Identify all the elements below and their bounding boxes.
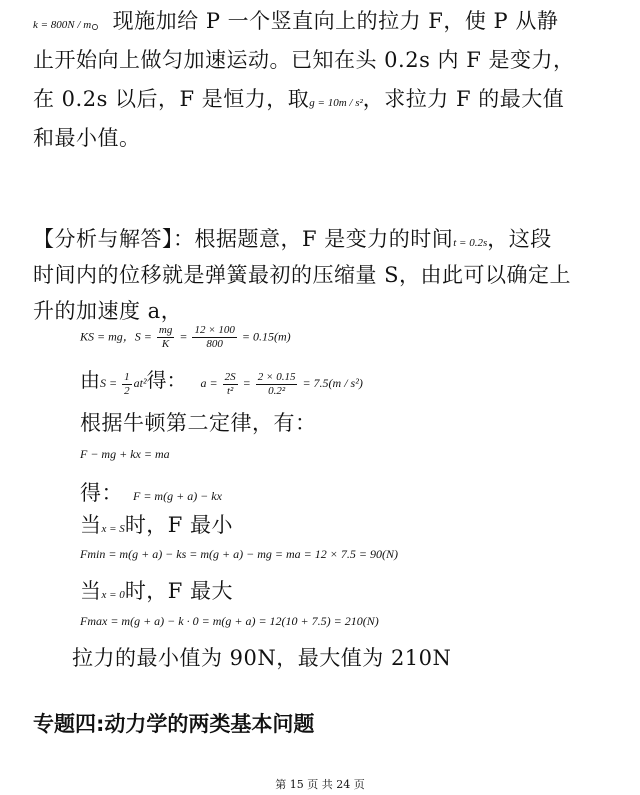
max-condition-line xyxy=(80,578,233,608)
problem-text-3a: 在 0.2s 以后，F 是恒力，取 xyxy=(33,87,310,111)
section-heading: 专题四:动力学的两类基本问题 xyxy=(33,712,315,736)
solution-text-1b: ，这段 xyxy=(487,227,552,251)
eq2-mid: 得： xyxy=(146,368,187,392)
eq2-s-lhs: S = xyxy=(100,376,121,390)
min-condition: x = S xyxy=(101,523,125,535)
eq2-half-fraction: $\frac{1}{2}$ xyxy=(124,370,130,397)
eq1-lhs: KS = mg，S = xyxy=(80,329,155,344)
eq2-prefix: 由 xyxy=(80,368,100,392)
eq1-equals: = xyxy=(176,329,191,344)
problem-line-3 xyxy=(33,86,564,116)
gravity-formula: g = 10m / s² xyxy=(309,97,363,109)
solution-text-1a: 【分析与解答】：根据题意，F 是变力的时间 xyxy=(33,227,454,251)
min-prefix: 当 xyxy=(80,513,102,537)
eq1-fraction-2: $\frac{12 \times 100}{800}$ xyxy=(194,324,235,350)
conclusion-line: 拉力的最小值为 90N，最大值为 210N xyxy=(72,646,452,670)
eq2-a-lhs: a = xyxy=(200,376,221,390)
solution-line-1 xyxy=(33,226,552,256)
equation-displacement xyxy=(80,324,291,351)
eq2-fraction-2: $\frac{2 \times 0.15}{\text{0.2²}}$ xyxy=(257,370,296,397)
eq2-equals: = xyxy=(239,376,254,390)
min-suffix: 时，F 最小 xyxy=(124,513,234,537)
problem-text-3b: ，求拉力 F 的最大值 xyxy=(362,87,565,111)
equation-acceleration xyxy=(80,364,363,398)
eq2-fraction-1: $\frac{2S}{\text{t²}}$ xyxy=(224,370,236,397)
equation-newton: F − mg + kx = ma xyxy=(80,447,170,461)
min-condition-line xyxy=(80,512,233,542)
problem-line-1 xyxy=(33,8,558,38)
eq2-s-tail: at² xyxy=(133,376,147,390)
spring-constant-formula: k = 800N / m xyxy=(33,19,92,31)
problem-text-1: 。现施加给 P 一个竖直向上的拉力 F，使 P 从静 xyxy=(91,9,559,33)
page-footer: 第 15 页 共 24 页 xyxy=(275,778,365,791)
equation-fmax: Fmax = m(g + a) − k · 0 = m(g + a) = 12(10 + 7.5) = 210(N) xyxy=(80,614,379,628)
problem-line-2: 止开始向上做匀加速运动。已知在头 0.2s 内 F 是变力， xyxy=(33,48,575,72)
max-condition: x = 0 xyxy=(101,589,125,601)
time-formula: t = 0.2s xyxy=(453,237,488,249)
max-prefix: 当 xyxy=(80,579,102,603)
problem-line-4: 和最小值。 xyxy=(33,126,141,150)
eq1-result: = 0.15(m) xyxy=(238,329,291,344)
eq1-fraction-1: $\frac{mg}{K}$ xyxy=(158,324,173,350)
eq4-prefix: 得： xyxy=(80,481,123,505)
eq2-result: = 7.5(m / s²) xyxy=(299,376,363,390)
max-suffix: 时，F 最大 xyxy=(124,579,234,603)
solution-line-2: 时间内的位移就是弹簧最初的压缩量 S，由此可以确定上 xyxy=(33,263,572,287)
result-line xyxy=(80,480,222,509)
eq4-formula: F = m(g + a) − kx xyxy=(133,489,222,503)
solution-line-3: 升的加速度 a， xyxy=(33,299,183,323)
equation-fmin: Fmin = m(g + a) − ks = m(g + a) − mg = ma = 12 × 7.5 = 90(N) xyxy=(80,547,398,561)
newton-law-line: 根据牛顿第二定律，有： xyxy=(80,411,317,435)
